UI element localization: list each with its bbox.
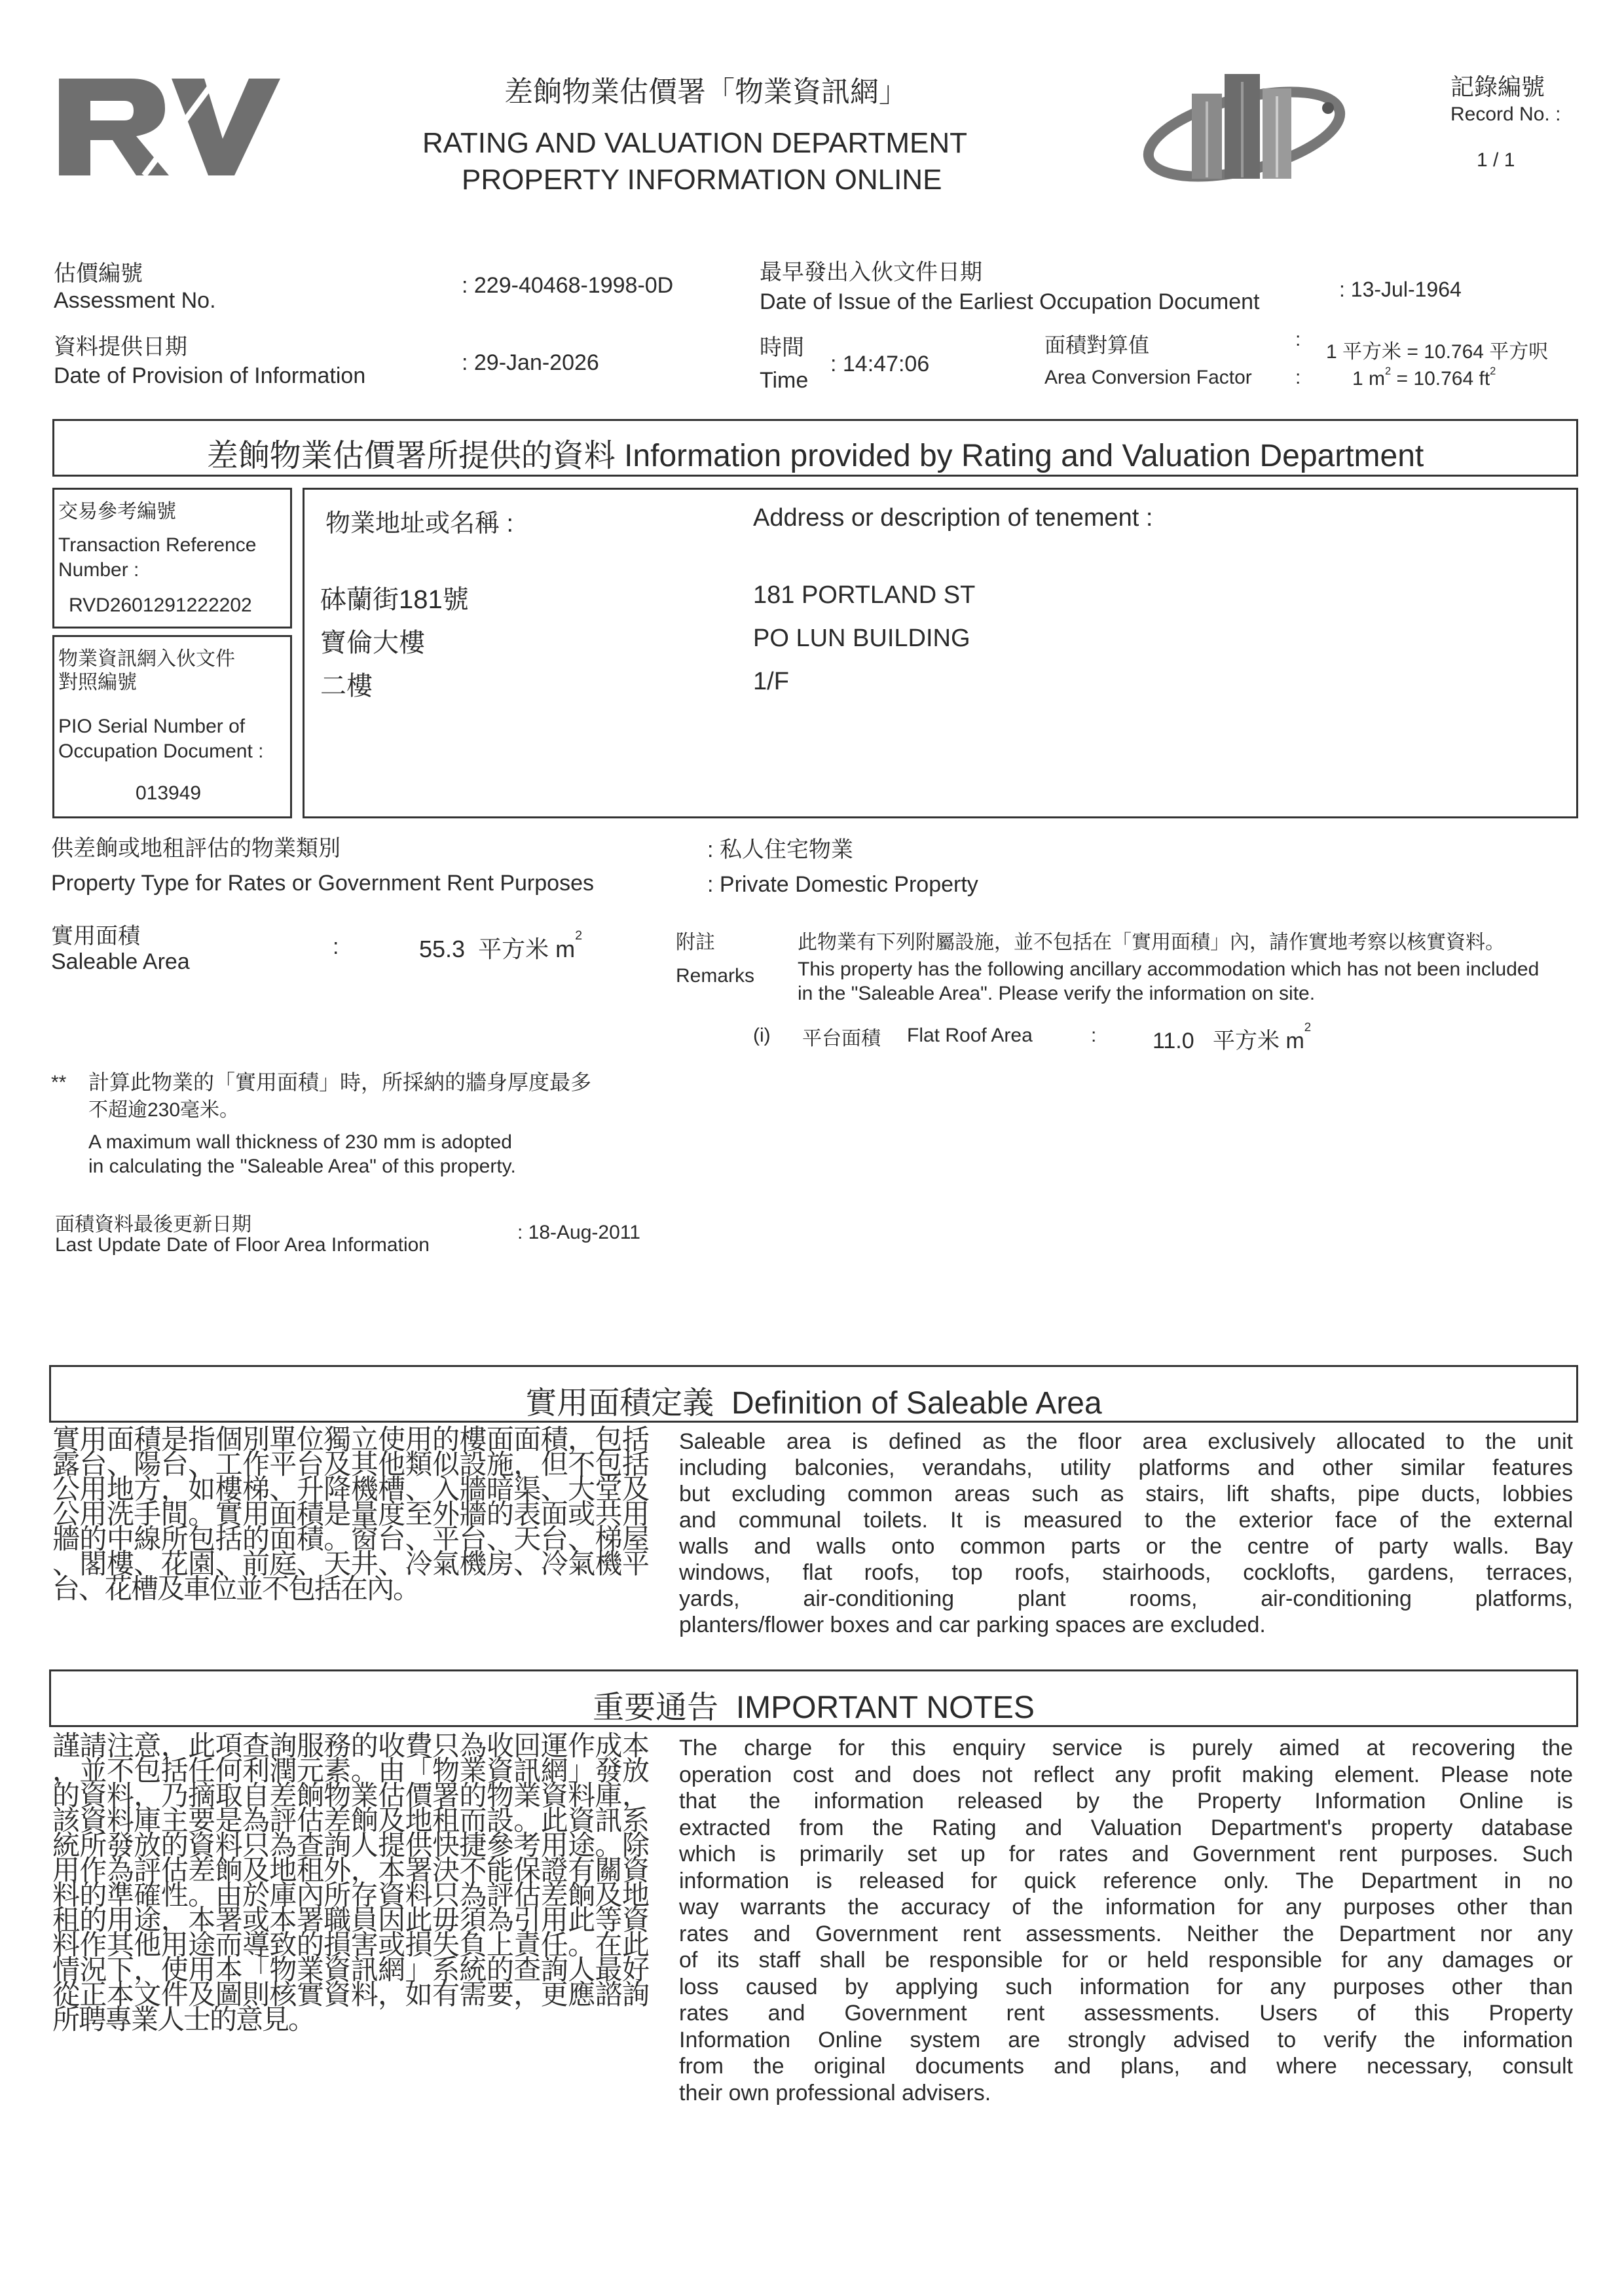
saleable-sup: 2: [575, 928, 583, 943]
notes-zh-line: 從正本文件及圖則核實資料，如有需要，更應諮詢: [52, 1979, 648, 2010]
remarks-label-en: Remarks: [676, 965, 755, 987]
notes-en-line: operation cost and does not reflect any profit making element. Please note: [679, 1762, 1573, 1787]
notes-en-line: rates and Government rent assessments. Users of this Property: [679, 2001, 1573, 2026]
update-label-en: Last Update Date of Floor Area Information: [55, 1234, 430, 1256]
definition-zh-line: 牆的中線所包括的面積。窗台、平台、天台、梯屋: [52, 1523, 648, 1554]
txn-label-zh: 交易參考編號: [58, 501, 176, 522]
notes-zh-line: 統所發放的資料只為查詢人提供快捷參考用途。除: [52, 1830, 648, 1861]
time-label-en: Time: [760, 368, 809, 393]
definition-en-line: including balconies, verandahs, utility platforms and other similar features: [679, 1455, 1573, 1480]
definition-heading-en: Definition of Saleable Area: [731, 1386, 1102, 1421]
occupation-label-zh: 最早發出入伙文件日期: [760, 260, 982, 285]
property-type-value-zh: : 私人住宅物業: [707, 837, 853, 862]
remark-number: 11.0: [1153, 1029, 1194, 1053]
remarks-zh: 此物業有下列附屬設施，並不包括在「實用面積」內，請作實地考察以核實資料。: [798, 932, 1505, 953]
update-value: : 18-Aug-2011: [517, 1222, 640, 1243]
conversion-label-en: Area Conversion Factor: [1044, 367, 1252, 388]
definition-en-line: windows, flat roofs, top roofs, stairhoods, cocklofts, gardens, terraces,: [679, 1560, 1573, 1585]
record-value: 1 / 1: [1477, 149, 1515, 171]
pio-buildings-logo: [1139, 62, 1356, 187]
wall-note-en-1: A maximum wall thickness of 230 mm is adopted: [88, 1131, 512, 1153]
definition-en-line: walls and walls onto common parts or the centre of party walls. Bay: [679, 1534, 1573, 1559]
definition-en-line: and communal toilets. It is measured to the exterior face of the external: [679, 1508, 1573, 1533]
notes-en-line: which is primarily set up for rates and Government rent purposes. Such: [679, 1842, 1573, 1867]
notes-en-line: loss caused by applying such information for any purposes other than: [679, 1974, 1573, 1999]
notes-zh-line: 該資料庫主要是為評估差餉及地租而設。此資訊系: [52, 1805, 648, 1836]
remark-colon: :: [1091, 1025, 1097, 1046]
notes-en-line: Information Online system are strongly advised to verify the information: [679, 2027, 1573, 2052]
saleable-label-en: Saleable Area: [51, 949, 190, 974]
definition-heading-box: [49, 1365, 1578, 1423]
notes-zh-line: 所聘專業人士的意見。: [52, 2004, 315, 2035]
provision-value: : 29-Jan-2026: [462, 350, 599, 375]
address-zh-line3: 二樓: [320, 672, 373, 701]
notes-heading: [51, 1682, 1576, 1727]
definition-en-line: planters/flower boxes and car parking spaces are excluded.: [679, 1613, 1266, 1637]
address-en-line2: PO LUN BUILDING: [753, 625, 970, 652]
notes-en-line: rates and Government rent assessments. Neither the Department nor any: [679, 1921, 1573, 1946]
pio-value: 013949: [136, 782, 202, 804]
conversion-value-en-part2: = 10.764 ft: [1391, 368, 1490, 390]
time-value: : 14:47:06: [830, 352, 930, 376]
address-en-line3: 1/F: [753, 668, 789, 695]
definition-zh-line: 露台、陽台、工作平台及其他類似設施，但不包括: [52, 1449, 648, 1480]
definition-zh-line: 公用地方，如樓梯、升降機槽、入牆暗渠、大堂及: [52, 1474, 648, 1504]
notes-en-line: of its staff shall be responsible for or held responsible for any damages or: [679, 1948, 1573, 1973]
address-box: [303, 488, 1578, 818]
notes-en-line: their own professional advisers.: [679, 2080, 991, 2105]
pio-label-zh-2: 對照編號: [58, 672, 137, 693]
time-label-zh: 時間: [760, 335, 804, 360]
property-type-label-zh: 供差餉或地租評估的物業類別: [51, 836, 341, 861]
notes-zh-line: 料作其他用途而導致的損害或損失負上責任。在此: [52, 1929, 648, 1960]
conversion-value-en-part1: 1 m: [1352, 368, 1386, 390]
txn-label-en-1: Transaction Reference: [58, 534, 257, 556]
conversion-value-zh: 1 平方米 = 10.764 平方呎: [1326, 341, 1549, 363]
title-zh: 差餉物業估價署「物業資訊網」: [504, 76, 908, 108]
definition-en-line: but excluding common areas such as stairs, lift shafts, pipe ducts, lobbies: [679, 1482, 1573, 1506]
notes-zh-line: 謹請注意，此項查詢服務的收費只為收回運作成本: [52, 1730, 648, 1761]
remark-item-en: Flat Roof Area: [907, 1025, 1033, 1046]
definition-zh-column: [52, 1424, 648, 1604]
notes-zh-line: 租的用途，本署或本署職員因此毋須為引用此等資: [52, 1904, 648, 1935]
definition-en-column: [679, 1429, 1573, 1638]
definition-heading: [51, 1377, 1576, 1423]
provision-label-en: Date of Provision of Information: [54, 363, 366, 388]
conversion-colon-2: :: [1295, 367, 1301, 388]
provision-label-zh: 資料提供日期: [54, 335, 187, 359]
rvd-heading-box: [52, 419, 1578, 477]
property-type-value-en: : Private Domestic Property: [707, 872, 978, 897]
notes-en-line: from the original documents and plans, and where necessary, consult: [679, 2054, 1573, 2079]
update-label-zh: 面積資料最後更新日期: [55, 1214, 251, 1235]
address-zh-line2: 寶倫大樓: [320, 629, 425, 657]
notes-zh-line: 的資料，乃摘取自差餉物業估價署的物業資料庫，: [52, 1780, 648, 1811]
assessment-label-en: Assessment No.: [54, 288, 216, 313]
txn-value: RVD2601291222202: [69, 594, 252, 616]
address-zh-line1: 砵蘭街181號: [320, 585, 469, 614]
wall-note-marker: **: [51, 1072, 67, 1093]
pio-label-zh-1: 物業資訊網入伙文件: [58, 648, 235, 670]
notes-heading-zh: 重要通告: [593, 1690, 719, 1725]
rvd-heading: 差餉物業估價署所提供的資料 Information provided by Rating and Valuation Department: [206, 439, 1424, 473]
wall-note-en-2: in calculating the "Saleable Area" of this property.: [88, 1156, 516, 1177]
notes-en-line: that the information released by the Property Information Online is: [679, 1789, 1573, 1813]
record-label-en: Record No. :: [1450, 103, 1561, 125]
notes-en-column: [679, 1735, 1573, 2106]
remarks-en: This property has the following ancillary accommodation which has not been included in the "Saleable Area". Please verify the information on site.: [798, 958, 1540, 1004]
saleable-number: 55.3: [419, 936, 466, 962]
property-type-label-en: Property Type for Rates or Government Rent Purposes: [51, 871, 594, 896]
notes-en-line: The charge for this enquiry service is purely aimed at recovering the: [679, 1736, 1573, 1760]
title-en-line2: PROPERTY INFORMATION ONLINE: [462, 164, 942, 196]
remark-index: (i): [753, 1025, 771, 1046]
notes-zh-line: 情況下，使用本「物業資訊網」系統的查詢人最好: [52, 1954, 648, 1985]
remark-item-zh: 平台面積: [802, 1028, 881, 1049]
assessment-label-zh: 估價編號: [54, 261, 143, 286]
saleable-unit: 平方米 m: [478, 936, 576, 962]
saleable-value: [419, 928, 583, 964]
notes-zh-line: 料的準確性。由於庫內所存資料只為評估差餉及地: [52, 1880, 648, 1910]
wall-note-zh-2: 不超逾230毫米。: [88, 1099, 240, 1121]
wall-note-zh-1: 計算此物業的「實用面積」時，所採納的牆身厚度最多: [88, 1070, 592, 1094]
remark-sup: 2: [1304, 1020, 1312, 1034]
remark-value: [1153, 1020, 1312, 1055]
saleable-label-zh: 實用面積: [51, 924, 140, 949]
conversion-label-zh: 面積對算值: [1044, 333, 1150, 357]
conversion-sup-2: 2: [1490, 365, 1496, 377]
txn-label-en-2: Number :: [58, 559, 139, 581]
pio-label-en-2: Occupation Document :: [58, 740, 264, 762]
conversion-value-en: [1352, 365, 1496, 390]
notes-zh-line: ，並不包括任何利潤元素。由「物業資訊網」發放: [52, 1755, 648, 1786]
txn-ref-box: [52, 488, 292, 629]
definition-zh-line: 台、花槽及車位並不包括在內。: [52, 1573, 420, 1604]
notes-en-line: way warrants the accuracy of the information for any purposes other than: [679, 1895, 1573, 1920]
definition-zh-line: 、閣樓、花園、前庭、天井、冷氣機房、冷氣機平: [52, 1548, 648, 1579]
definition-en-line: yards, air-conditioning plant rooms, air-conditioning platforms,: [679, 1586, 1573, 1611]
notes-en-line: extracted from the Rating and Valuation Department's property database: [679, 1815, 1573, 1840]
address-label-zh: 物業地址或名稱 :: [325, 510, 514, 538]
address-en-line1: 181 PORTLAND ST: [753, 581, 976, 609]
pio-serial-box: [52, 635, 292, 818]
title-en-line1: RATING AND VALUATION DEPARTMENT: [422, 127, 968, 159]
record-label-zh: 記錄編號: [1450, 73, 1545, 100]
pio-label-en-1: PIO Serial Number of: [58, 716, 246, 737]
notes-heading-en: IMPORTANT NOTES: [735, 1690, 1035, 1725]
remarks-label-zh: 附註: [676, 932, 715, 953]
definition-zh-line: 公用洗手間。實用面積是量度至外牆的表面或共用: [52, 1499, 648, 1529]
assessment-value: : 229-40468-1998-0D: [462, 273, 674, 298]
definition-heading-zh: 實用面積定義: [525, 1386, 714, 1421]
rv-logo: [59, 71, 282, 182]
conversion-sup-1: 2: [1385, 365, 1392, 377]
definition-zh-line: 實用面積是指個別單位獨立使用的樓面面積，包括: [52, 1424, 648, 1455]
address-label-en: Address or description of tenement :: [753, 504, 1153, 532]
saleable-colon: :: [333, 934, 339, 959]
remark-unit: 平方米 m: [1213, 1029, 1304, 1053]
notes-zh-column: [52, 1730, 648, 2035]
occupation-label-en: Date of Issue of the Earliest Occupation Document: [760, 289, 1260, 314]
occupation-value: : 13-Jul-1964: [1339, 278, 1462, 301]
conversion-colon-1: :: [1295, 329, 1301, 350]
notes-en-line: information is released for quick reference only. The Department in no: [679, 1868, 1573, 1893]
definition-en-line: Saleable area is defined as the floor area exclusively allocated to the unit: [679, 1429, 1573, 1454]
notes-zh-line: 用作為評估差餉及地租外，本署決不能保證有關資: [52, 1855, 648, 1886]
notes-heading-box: [49, 1669, 1578, 1727]
